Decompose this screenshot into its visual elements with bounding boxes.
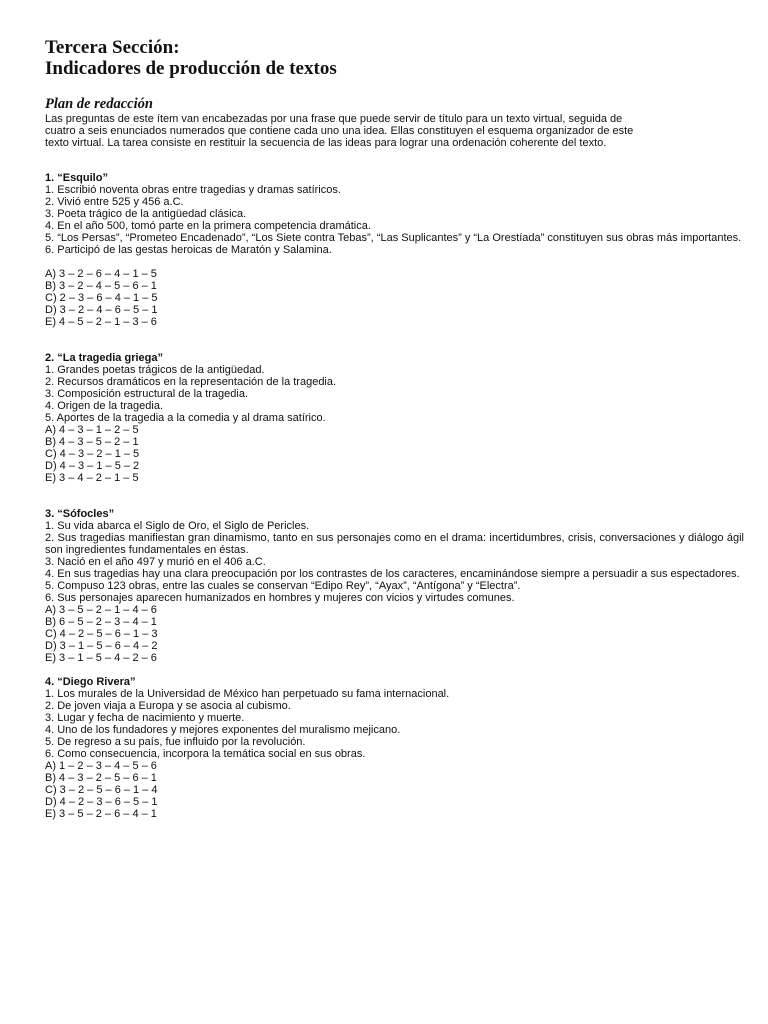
statement: 1. Su vida abarca el Siglo de Oro, el Siglo de Pericles. <box>45 520 310 532</box>
answer-option: E) 3 – 1 – 5 – 4 – 2 – 6 <box>45 652 157 664</box>
answer-option: B) 6 – 5 – 2 – 3 – 4 – 1 <box>45 616 157 628</box>
page-title: Indicadores de producción de textos <box>45 58 337 79</box>
statement: 4. Uno de los fundadores y mejores exponentes del muralismo mejicano. <box>45 724 401 736</box>
statement: 5. Compuso 123 obras, entre las cuales se conservan “Edipo Rey”, “Ayax”, “Antígona” y “Electra”. <box>45 580 521 592</box>
statement: 2. Sus tragedias manifiestan gran dinamismo, tanto en sus personajes como en el drama: incertidumbres, crisis, conversaciones y diálogo ágil son ingredientes fundamentales en éstas. <box>45 532 744 556</box>
answer-option: C) 4 – 3 – 2 – 1 – 5 <box>45 448 140 460</box>
question-title: 2. “La tragedia griega” <box>45 352 163 364</box>
intro-line: cuatro a seis enunciados numerados que contiene cada uno una idea. Ellas constituyen el esquema organizador de este <box>45 125 634 137</box>
question-3 <box>45 508 744 664</box>
question-title: 1. “Esquilo” <box>45 172 108 184</box>
answer-option: B) 4 – 3 – 2 – 5 – 6 – 1 <box>45 772 157 784</box>
answer-option: D) 4 – 3 – 1 – 5 – 2 <box>45 460 140 472</box>
intro-line: texto virtual. La tarea consiste en restituir la secuencia de las ideas para lograr una ordenación coherente del texto. <box>45 137 607 149</box>
statement: 3. Poeta trágico de la antigüedad clásica. <box>45 208 247 220</box>
plan-title: Plan de redacción <box>45 96 153 112</box>
answer-option: C) 3 – 2 – 5 – 6 – 1 – 4 <box>45 784 158 796</box>
answer-option: B) 3 – 2 – 4 – 5 – 6 – 1 <box>45 280 157 292</box>
question-title: 3. “Sófocles” <box>45 508 115 520</box>
statement: 3. Composición estructural de la tragedia. <box>45 388 248 400</box>
answer-option: A) 3 – 5 – 2 – 1 – 4 – 6 <box>45 604 157 616</box>
answer-option: D) 4 – 2 – 3 – 6 – 5 – 1 <box>45 796 158 808</box>
answer-option: A) 1 – 2 – 3 – 4 – 5 – 6 <box>45 760 157 772</box>
answer-options <box>45 424 744 484</box>
answer-option: E) 3 – 5 – 2 – 6 – 4 – 1 <box>45 808 157 820</box>
statement: 2. De joven viaja a Europa y se asocia al cubismo. <box>45 700 291 712</box>
intro-paragraph <box>45 113 744 149</box>
question-title: 4. “Diego Rivera” <box>45 676 136 688</box>
statement: 4. En sus tragedias hay una clara preocupación por los contrastes de los caracteres, encaminándose siempre a persuadir a sus espectadores. <box>45 568 740 580</box>
answer-option: A) 4 – 3 – 1 – 2 – 5 <box>45 424 139 436</box>
answer-option: D) 3 – 2 – 4 – 6 – 5 – 1 <box>45 304 158 316</box>
question-1 <box>45 172 744 328</box>
statement: 5. De regreso a su país, fue influido por la revolución. <box>45 736 306 748</box>
section-heading: Tercera Sección: <box>45 37 180 58</box>
statement: 5. Aportes de la tragedia a la comedia y al drama satírico. <box>45 412 326 424</box>
intro-line: Las preguntas de este ítem van encabezadas por una frase que puede servir de título para un texto virtual, seguida de <box>45 113 623 125</box>
statement: 2. Vivió entre 525 y 456 a.C. <box>45 196 184 208</box>
statement: 5. “Los Persas”, “Prometeo Encadenado”, “Los Siete contra Tebas”, “Las Suplicantes” y “La Orestíada” constituyen sus obras más importantes. <box>45 232 742 244</box>
statement: 3. Lugar y fecha de nacimiento y muerte. <box>45 712 245 724</box>
question-2 <box>45 352 744 484</box>
statement: 1. Los murales de la Universidad de México han perpetuado su fama internacional. <box>45 688 450 700</box>
statement: 6. Participó de las gestas heroicas de Maratón y Salamina. <box>45 244 332 256</box>
answer-option: A) 3 – 2 – 6 – 4 – 1 – 5 <box>45 268 157 280</box>
answer-option: C) 2 – 3 – 6 – 4 – 1 – 5 <box>45 292 158 304</box>
statement: 6. Sus personajes aparecen humanizados en hombres y mujeres con vicios y virtudes comunes. <box>45 592 515 604</box>
answer-option: E) 4 – 5 – 2 – 1 – 3 – 6 <box>45 316 157 328</box>
answer-option: C) 4 – 2 – 5 – 6 – 1 – 3 <box>45 628 158 640</box>
question-4 <box>45 676 744 820</box>
statement: 2. Recursos dramáticos en la representación de la tragedia. <box>45 376 337 388</box>
statement: 4. En el año 500, tomó parte en la primera competencia dramática. <box>45 220 371 232</box>
statement: 6. Como consecuencia, incorpora la temática social en sus obras. <box>45 748 366 760</box>
statement: 1. Escribió noventa obras entre tragedias y dramas satíricos. <box>45 184 341 196</box>
answer-options <box>45 268 744 328</box>
statement: 4. Origen de la tragedia. <box>45 400 164 412</box>
answer-options <box>45 760 744 820</box>
answer-options <box>45 604 744 664</box>
answer-option: B) 4 – 3 – 5 – 2 – 1 <box>45 436 139 448</box>
answer-option: D) 3 – 1 – 5 – 6 – 4 – 2 <box>45 640 158 652</box>
statement: 1. Grandes poetas trágicos de la antigüedad. <box>45 364 265 376</box>
statement: 3. Nació en el año 497 y murió en el 406 a.C. <box>45 556 266 568</box>
answer-option: E) 3 – 4 – 2 – 1 – 5 <box>45 472 139 484</box>
